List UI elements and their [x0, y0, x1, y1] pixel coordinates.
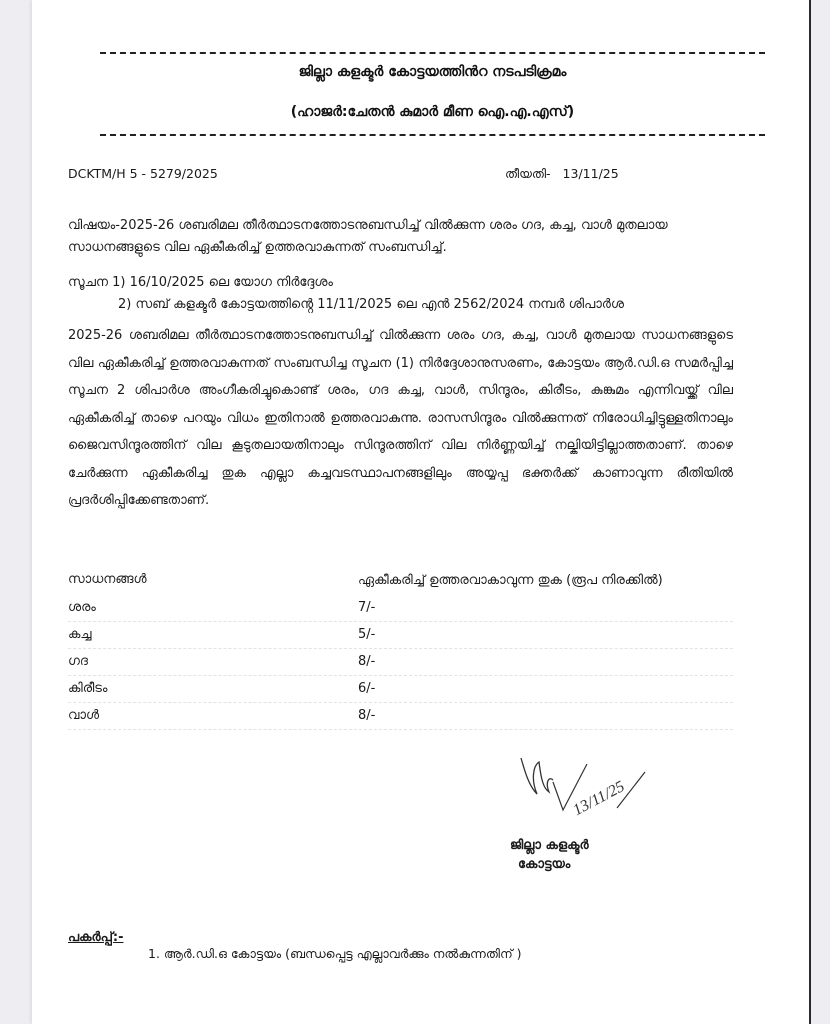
office-title: ജില്ലാ കളക്ടർ കോട്ടയത്തിൻറ നടപടിക്രമം — [298, 64, 567, 80]
subject-line: വിഷയം-2025-26 ശബരിമല തീർത്ഥാടനത്തോടനുബന്ധിച്ച് വിൽക്കുന്ന ശരം ഗദ, കച്ച, വാൾ മുതലായ സാധനങ്ങളുടെ വില ഏകീകരിച്ച് ഉത്തരവാകുന്നത് സംബന്ധിച്ച്. — [68, 218, 668, 255]
copy-to-label: പകർപ്പ്:- — [68, 930, 124, 945]
item-name: ശരം — [68, 600, 96, 615]
item-price: 5/- — [358, 627, 376, 642]
signatory-place: കോട്ടയം — [518, 857, 571, 872]
references-label: സൂചന — [68, 275, 108, 290]
reference-number: DCKTM/H 5 - 5279/2025 — [68, 166, 218, 181]
table-row — [68, 622, 733, 649]
price-table — [68, 572, 733, 730]
references-block — [68, 272, 624, 316]
presiding-officer: (ഹാജർ:ചേതൻ കുമാർ മീണ ഐ.എ.എസ്) — [290, 104, 575, 120]
reference-item: 1) 16/10/2025 ലെ യോഗ നിർദ്ദേശം — [112, 275, 333, 290]
signatory-designation: ജില്ലാ കളക്ടർ — [510, 838, 589, 853]
item-price: 6/- — [358, 681, 376, 696]
item-name: കിരീടം — [68, 681, 108, 696]
item-name: കച്ച — [68, 627, 92, 642]
column-header-price: ഏകീകരിച്ച് ഉത്തരവാകാവുന്ന തുക (രൂപ നിരക്കിൽ) — [358, 573, 663, 588]
table-row — [68, 676, 733, 703]
date-value: 13/11/25 — [562, 166, 619, 181]
signature-scribble — [515, 752, 655, 832]
order-body-paragraph: 2025-26 ശബരിമല തീർത്ഥാടനത്തോടനുബന്ധിച്ച് വിൽക്കുന്ന ശരം ഗദ, കച്ച, വാൾ മുതലായ സാധനങ്ങളുടെ വില ഏകീകരിച്ച് ഉത്തരവാകുന്നത് സംബന്ധിച്ച സൂചന (1) നിർദ്ദേശാനുസരണം, കോട്ടയം ആർ.ഡി.ഒ സമർപ്പിച്ച സൂചന 2 ശിപാർശ അംഗീകരിച്ചുകൊണ്ട് ശരം, ഗദ കച്ച, വാൾ, സിന്ദൂരം, കിരീടം, കുങ്കുമം എന്നിവയ്ക്ക് വില ഏകീകരിച്ച് താഴെ പറയും വിധം ഇതിനാൽ ഉത്തരവാകുന്നു. രാസസിന്ദൂരം വിൽക്കുന്നത് നിരോധിച്ചിട്ടുള്ളതിനാലും ജൈവസിന്ദൂരത്തിന് വില കൂടുതലായതിനാലും സിന്ദൂരത്തിന് വില നിർണ്ണയിച്ച് നല്കിയിട്ടില്ലാത്തതാണ്. താഴെ ചേർക്കുന്ന ഏകീകരിച്ച തുക എല്ലാ കച്ചവടസ്ഥാപനങ്ങളിലും അയ്യപ്പ ഭക്തർക്ക് കാണാവുന്ന രീതിയിൽ പ്രദർശിപ്പിക്കേണ്ടതാണ്. — [68, 328, 733, 508]
signature-date: 13/11/25 — [570, 778, 628, 820]
item-price: 7/- — [358, 600, 376, 615]
reference-item: 2) സബ് കളക്ടർ കോട്ടയത്തിൻ്റെ 11/11/2025 ലെ എൻ 2562/2024 നമ്പർ ശിപാർശ — [118, 297, 625, 312]
header-bottom-rule — [100, 134, 765, 136]
header-top-rule — [100, 52, 765, 54]
order-date — [505, 166, 619, 182]
item-price: 8/- — [358, 708, 376, 723]
table-row — [68, 595, 733, 622]
price-table-header — [68, 572, 733, 589]
date-label: തീയതി- — [505, 166, 551, 181]
table-row — [68, 703, 733, 730]
column-header-item: സാധനങ്ങൾ — [68, 572, 147, 587]
signatory-block — [510, 836, 589, 874]
copy-to-item: 1. ആർ.ഡി.ഒ കോട്ടയം (ബന്ധപ്പെട്ട എല്ലാവർക്കും നൽകുന്നതിന് ) — [148, 946, 522, 961]
item-name: വാൾ — [68, 708, 100, 723]
item-name: ഗദ — [68, 654, 88, 669]
table-row — [68, 649, 733, 676]
item-price: 8/- — [358, 654, 376, 669]
